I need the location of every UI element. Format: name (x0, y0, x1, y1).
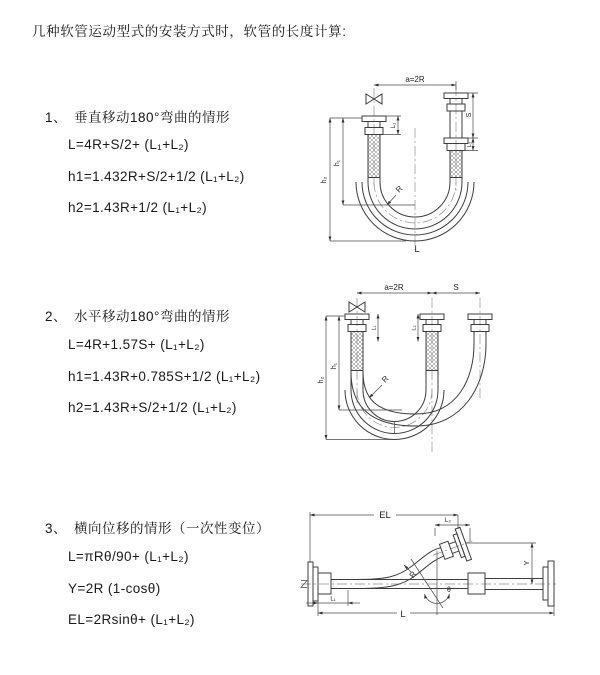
formula-line: EL=2Rsinθ+ (L₁+L₂) (68, 612, 195, 627)
radius-callout (387, 184, 405, 205)
dim-label-r: R (394, 184, 405, 195)
section-2-heading (45, 305, 230, 325)
dim-label-l: L (400, 609, 406, 620)
radius-callout (369, 374, 391, 398)
dim-label-l1: L₁ (330, 596, 336, 603)
dimension-a2r (374, 75, 456, 90)
dimension-a2r (357, 283, 432, 293)
dim-label-l2: L₂ (467, 141, 473, 148)
centerlines (374, 86, 456, 250)
hose-displaced-position (356, 548, 444, 589)
section-1-formulas (68, 129, 245, 224)
section-2-formulas (68, 329, 260, 424)
formula-line: Y=2R (1-cosθ) (68, 580, 161, 596)
dim-label-l1: L₁ (391, 122, 397, 129)
dim-label-h2: h₂ (318, 376, 325, 384)
dim-label-r: R (407, 569, 419, 580)
section-3-heading (45, 517, 270, 537)
dim-label-h1: h₁ (334, 159, 341, 167)
section-1-number: 1、 (45, 110, 68, 125)
dim-label-a2r: a=2R (384, 283, 404, 292)
dimension-y (466, 543, 536, 584)
dim-label-el: EL (379, 510, 391, 521)
formula-line: h1=1.43R+0.785S+1/2 (L₁+L₂) (68, 368, 261, 384)
dim-label-l: L (414, 244, 420, 254)
section-2-number: 2、 (45, 309, 68, 324)
section-1-heading (45, 106, 230, 126)
formula-line: h1=1.432R+S/2+1/2 (L₁+L₂) (68, 168, 245, 184)
section-2-title: 水平移动180°弯曲的情形 (74, 309, 230, 324)
dim-label-s: S (453, 283, 459, 292)
section-3-title: 横向位移的情形（一次性变位） (74, 521, 271, 536)
dimension-s (462, 93, 478, 151)
dimension-s (432, 283, 480, 293)
dim-label-h1: h₁ (331, 362, 338, 370)
dim-label-theta: θ (447, 587, 451, 594)
dim-label-l1: L₁ (371, 325, 378, 331)
section-3-number: 3、 (45, 521, 68, 536)
dim-label-r: R (380, 374, 391, 385)
formula-line: L=4R+S/2+ (L₁+L₂) (68, 137, 189, 152)
formula-line: h2=1.43R+S/2+1/2 (L₁+L₂) (68, 400, 237, 415)
section-3-formulas (68, 541, 195, 636)
formula-line: L=4R+1.57S+ (L₁+L₂) (68, 337, 205, 352)
dim-label-a2r: a=2R (405, 75, 425, 84)
theta-construction (411, 551, 451, 615)
diagram-horizontal-180-bend (312, 282, 590, 482)
formula-line: L=πRθ/90+ (L₁+L₂) (68, 549, 189, 564)
section-1-title: 垂直移动180°弯曲的情形 (74, 110, 230, 125)
dimension-l2 (435, 517, 470, 541)
dimension-l1 (306, 590, 360, 606)
dim-label-s: S (466, 112, 473, 118)
dimension-l2 (412, 314, 419, 342)
page-title: 几种软管运动型式的安装方式时，软管的长度计算: (32, 24, 347, 39)
dim-label-l2: L₂ (411, 325, 418, 331)
formula-line: h2=1.43R+1/2 (L₁+L₂) (68, 200, 208, 215)
diagram-lateral-displacement (298, 503, 600, 653)
dim-label-h2: h₂ (321, 176, 328, 184)
right-flange-fitting (468, 561, 554, 606)
diagram-vertical-180-bend (310, 70, 590, 270)
hose-u-bend-displaced (351, 344, 486, 426)
dim-label-l2: L₂ (444, 517, 452, 524)
centerlines (357, 298, 480, 454)
dim-label-y: Y (522, 560, 531, 566)
dimension-l1 (372, 314, 379, 342)
dimension-h2 (321, 118, 406, 241)
